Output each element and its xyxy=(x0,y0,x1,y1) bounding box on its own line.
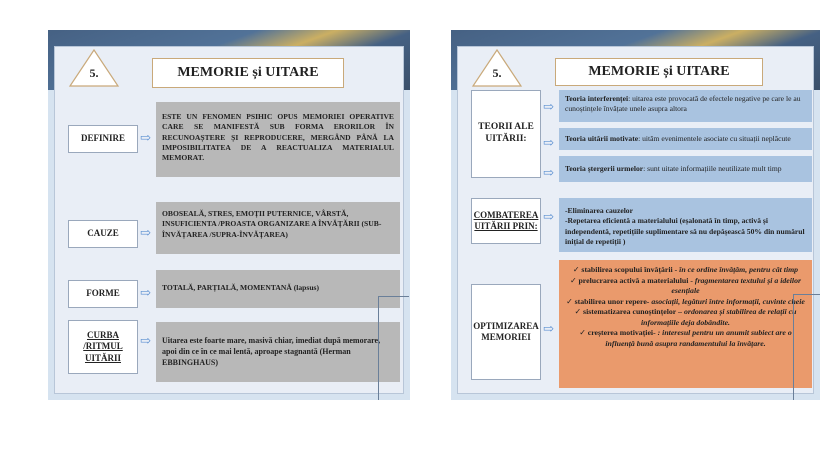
list-item: ✓ prelucrarea activă a materialului - fragmentarea textului și a ideilor esențiale xyxy=(569,275,802,296)
curba-text: Uitarea este foarte mare, masivă chiar, imediat după memorare, apoi din ce în ce mai lentă, aproape stagnantă (Herman EBBINGHAUS) xyxy=(156,322,400,382)
label-forme: FORME xyxy=(68,280,138,308)
label-cauze: CAUZE xyxy=(68,220,138,248)
teoria-stergerii-urmelor: Teoria ștergerii urmelor: sunt uitate informațiile neutilizate mult timp xyxy=(559,156,812,182)
page-title: MEMORIE și UITARE xyxy=(152,58,344,88)
forme-text: TOTALĂ, PARȚIALĂ, MOMENTANĂ (lapsus) xyxy=(156,270,400,308)
list-item: ✓ sistematizarea cunoștințelor – ordonarea și stabilirea de relații cu informațiile deja dobândite. xyxy=(574,307,797,327)
slide-number: 5. xyxy=(89,66,99,80)
page-title: MEMORIE și UITARE xyxy=(555,58,763,86)
arrow-icon: ⇨ xyxy=(543,99,554,114)
arrow-icon: ⇨ xyxy=(543,209,554,224)
list-item: ✓ creșterea motivației- : interesul pentru un anumit subiect are o influență bună asupra randamentului la învățare. xyxy=(579,328,792,348)
arrow-icon: ⇨ xyxy=(140,225,151,240)
label-teorii: TEORII ALE UITĂRII: xyxy=(471,90,541,178)
list-item: ✓ stabilirea scopului învățării - în ce ordine învățăm, pentru cât timp xyxy=(572,265,799,274)
number-triangle xyxy=(68,48,120,88)
slide-right xyxy=(451,30,820,400)
arrow-icon: ⇨ xyxy=(543,165,554,180)
label-optimizare: OPTIMIZAREA MEMORIEI xyxy=(471,284,541,380)
label-combatere: COMBATEREA UITĂRII PRIN: xyxy=(471,198,541,244)
slide-number: 5. xyxy=(492,66,502,80)
arrow-icon: ⇨ xyxy=(140,130,151,145)
teoria-interferentei: Teoria interferenței: uitarea este provocată de efectele negative pe care le au cunoștințele învățate unele asupra altora xyxy=(559,90,812,122)
arrow-icon: ⇨ xyxy=(543,135,554,150)
connector-line xyxy=(378,296,409,400)
arrow-icon: ⇨ xyxy=(140,285,151,300)
optimizare-list xyxy=(559,260,812,388)
combatere-text: -Eliminarea cauzelor -Repetarea eficientă a materialului (eșalonată în timp, activă și independentă, repetițiile suplimentare să nu depășească 50% din numărul inițial de repetiții ) xyxy=(559,198,812,252)
cauze-text: OBOSEALĂ, STRES, EMOȚII PUTERNICE, VÂRSTĂ, INSUFICIENTA /PROASTA ORGANIZARE A ÎNVĂȚĂRII (SUB-ÎNVĂȚAREA /SUPRA-ÎNVĂȚAREA) xyxy=(156,202,400,254)
label-curba: CURBA /RITMUL UITĂRII xyxy=(68,320,138,374)
arrow-icon: ⇨ xyxy=(140,333,151,348)
label-definire: DEFINIRE xyxy=(68,125,138,153)
teoria-uitarii-motivate: Teoria uitării motivate: uităm evenimentele asociate cu situații neplăcute xyxy=(559,128,812,150)
arrow-icon: ⇨ xyxy=(543,321,554,336)
list-item: ✓ stabilirea unor repere- asociații, legături între informații, cuvinte cheie xyxy=(566,296,805,306)
slide-left xyxy=(48,30,410,400)
number-triangle xyxy=(471,48,523,88)
connector-line xyxy=(793,294,820,400)
definire-text: ESTE UN FENOMEN PSIHIC OPUS MEMORIEI OPERATIVE CARE SE MANIFESTĂ SUB FORMA ERORILOR ÎN RECUNOAȘTERE ȘI REPRODUCERE, MERGÂND PÂNĂ LA IMPOSIBILITATEA DE A REACTUALIZA MATERIALUL MEMORAT. xyxy=(156,102,400,177)
